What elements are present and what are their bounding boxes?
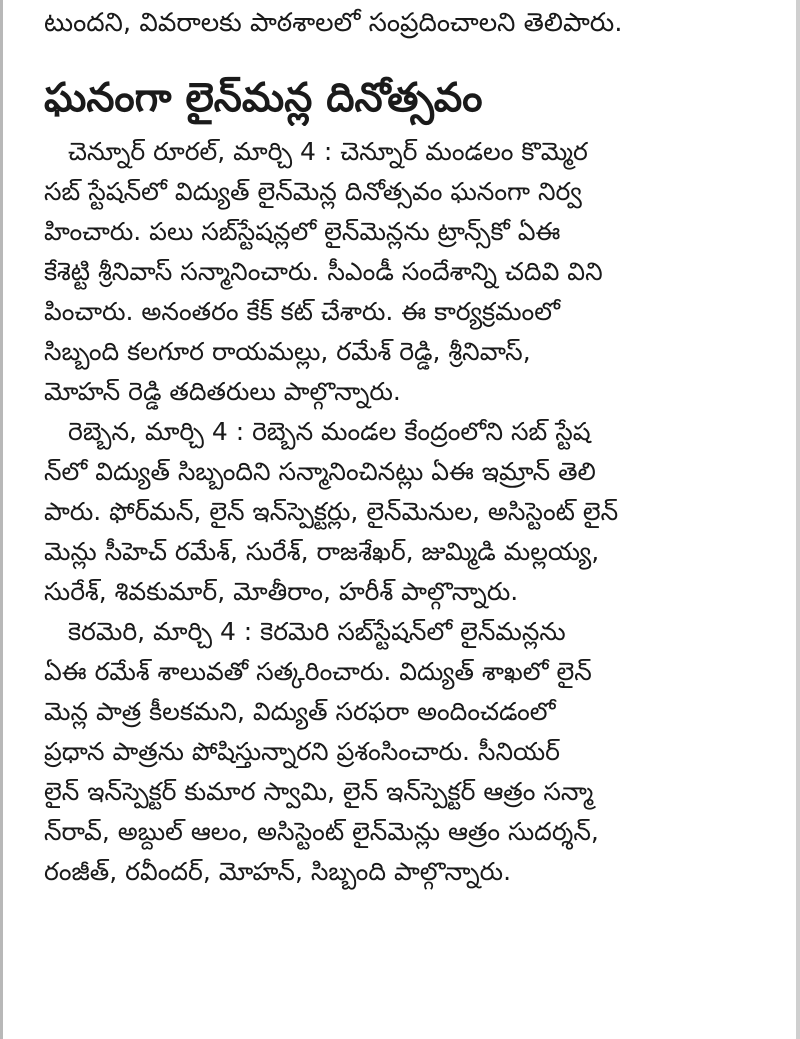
paragraph-line: సిబ్బంది కలగూర రాయమల్లు, రమేశ్ రెడ్డి, శ్రీనివాస్,: [44, 337, 531, 366]
paragraph-line: సురేశ్, శివకుమార్, మోతీరాం, హరీశ్ పాల్గొన్నారు.: [44, 577, 519, 606]
paragraph-line: ప్రధాన పాత్రను పోషిస్తున్నారని ప్రశంసించారు. సీనియర్: [44, 737, 560, 766]
paragraph-line: లైన్ ఇన్‌స్పెక్టర్ కుమార స్వామి, లైన్ ఇన్‌స్పెక్టర్ ఆత్రం సన్మా: [44, 777, 594, 806]
paragraph-line: ఏఈ రమేశ్ శాలువతో సత్కరించారు. విద్యుత్ శాఖలో లైన్: [44, 657, 592, 686]
paragraph-line: మెన్ల పాత్ర కీలకమని, విద్యుత్ సరఫరా అందించడంలో: [44, 697, 556, 726]
paragraph-line: కెరమెరి, మార్చి 4 : కెరమెరి సబ్‌స్టేషన్‌లో లైన్‌మన్లను: [68, 617, 566, 646]
paragraph-line: మోహన్ రెడ్డి తదితరులు పాల్గొన్నారు.: [44, 377, 401, 406]
paragraph-line: సబ్ స్టేషన్‌లో విద్యుత్ లైన్‌మెన్ల దినోత్సవం ఘనంగా నిర్వ: [44, 177, 582, 206]
article-headline: ఘనంగా లైన్‌మన్ల దినోత్సవం: [44, 75, 483, 121]
paragraph-line: హించారు. పలు సబ్‌స్టేషన్లలో లైన్‌మెన్లను ట్రాన్స్‌కో ఏఈ: [44, 217, 561, 246]
paragraph-line: రెబ్బెన, మార్చి 4 : రెబ్బెన మండల కేంద్రంలోని సబ్ స్టేష: [68, 417, 591, 446]
paragraph-kerameri: [44, 612, 744, 892]
column-rule-right: [796, 0, 800, 1039]
paragraph-line: మెన్లు సీహెచ్ రమేశ్, సురేశ్, రాజశేఖర్, జుమ్మిడి మల్లయ్య,: [44, 537, 600, 566]
paragraph-line: రంజీత్, రవీందర్, మోహన్, సిబ్బంది పాల్గొన్నారు.: [44, 857, 512, 886]
paragraph-rebbena: [44, 412, 744, 612]
paragraph-line: పించారు. అనంతరం కేక్ కట్ చేశారు. ఈ కార్యక్రమంలో: [44, 297, 560, 326]
paragraph-chennur: [44, 132, 744, 412]
column-rule-left: [0, 0, 3, 1039]
previous-story-tail: టుందని, వివరాలకు పాఠశాలలో సంప్రదించాలని తెలిపారు.: [44, 8, 623, 38]
paragraph-line: కేశెట్టి శ్రీనివాస్ సన్మానించారు. సీఎండీ సందేశాన్ని చదివి విని: [44, 257, 603, 286]
paragraph-line: చెన్నూర్ రూరల్, మార్చి 4 : చెన్నూర్ మండలం కొమ్మెర: [68, 137, 588, 166]
paragraph-line: న్‌రావ్, అబ్దుల్ ఆలం, అసిస్టెంట్ లైన్‌మెన్లు ఆత్రం సుదర్శన్,: [44, 817, 599, 846]
paragraph-line: పారు. ఫోర్‌మన్, లైన్ ఇన్‌స్పెక్టర్లు, లైన్‌మెనుల, అసిస్టెంట్ లైన్: [44, 497, 619, 526]
paragraph-line: న్‌లో విద్యుత్ సిబ్బందిని సన్మానించినట్లు ఏఈ ఇమ్రాన్ తెలి: [44, 457, 596, 486]
newspaper-article: [44, 0, 744, 892]
